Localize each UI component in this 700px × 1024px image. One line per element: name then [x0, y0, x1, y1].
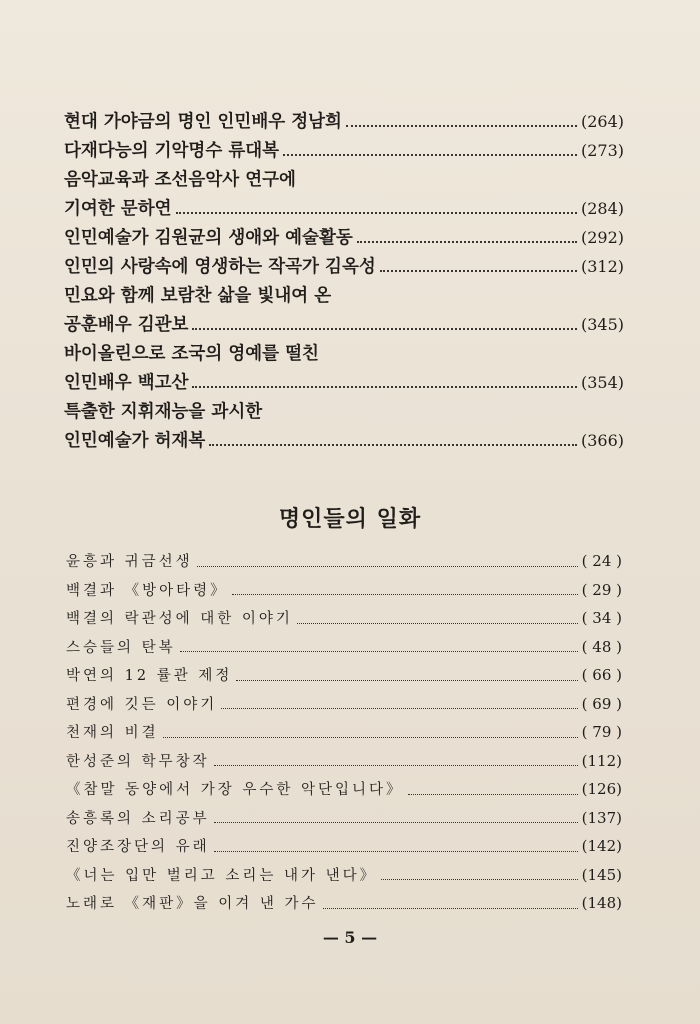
toc-entry[interactable]	[64, 253, 624, 282]
toc-entry-title: 백결의 락관성에 대한 이야기	[66, 611, 293, 627]
toc-entry-page: (273)	[580, 141, 624, 160]
toc-entry-page: ( 66 )	[581, 666, 622, 684]
dot-leader	[346, 125, 577, 127]
toc-entry-page: (264)	[580, 112, 624, 131]
toc-entry-title: 음악교육과 조선음악사 연구에	[64, 170, 296, 190]
dot-leader	[214, 765, 578, 766]
toc-entry-page: (148)	[581, 894, 622, 912]
toc-entry[interactable]	[66, 579, 622, 608]
toc-entry-page: (112)	[581, 751, 622, 770]
toc-entry-page: (126)	[581, 780, 622, 798]
toc-entry-title: 스승들의 탄복	[66, 639, 176, 656]
section-heading: 명인들의 일화	[278, 507, 422, 532]
toc-entry-page: ( 48 )	[581, 637, 622, 656]
dot-leader	[214, 822, 578, 823]
dot-leader	[192, 386, 577, 388]
toc-entry[interactable]	[64, 369, 624, 398]
toc-entry-page: ( 24 )	[581, 552, 622, 570]
dot-leader	[197, 566, 578, 567]
toc-entry-title: 윤흥과 귀금선생	[66, 554, 193, 570]
toc-entry-title-cont: 인민배우 백고산	[64, 373, 189, 393]
toc-entry[interactable]	[66, 550, 622, 579]
toc-entry-page: ( 29 )	[581, 580, 622, 599]
toc-entry[interactable]	[66, 693, 622, 722]
toc-entry-page: ( 34 )	[581, 609, 622, 627]
toc-entry-page: (145)	[581, 865, 622, 884]
toc-entry[interactable]	[66, 807, 622, 836]
toc-entry-title: 《너는 입만 벌리고 소리는 내가 낸다》	[66, 867, 378, 884]
toc-entry[interactable]	[64, 108, 624, 137]
toc-entry[interactable]	[66, 864, 622, 893]
toc-entry-title: 다재다능의 기악명수 류대복	[64, 141, 280, 161]
toc-entry-title-cont: 기여한 문하연	[64, 199, 172, 219]
dot-leader	[297, 623, 578, 624]
toc-entry[interactable]	[64, 311, 624, 340]
toc-entry[interactable]	[66, 721, 622, 750]
toc-entry-title-cont: 인민예술가 허재복	[64, 431, 206, 451]
toc-entry-title: 바이올린으로 조국의 영예를 떨친	[64, 344, 319, 364]
toc-entry[interactable]	[64, 137, 624, 166]
dot-leader	[408, 794, 578, 795]
toc-entry[interactable]	[64, 427, 624, 456]
dot-leader	[380, 270, 577, 272]
toc-entry[interactable]	[66, 750, 622, 779]
toc-entry-page: (292)	[580, 228, 624, 247]
dot-leader	[221, 708, 577, 709]
toc-entry-page: (137)	[581, 808, 622, 827]
toc-entry[interactable]	[66, 636, 622, 665]
dot-leader	[192, 328, 577, 330]
toc-entry-page: (312)	[580, 257, 624, 276]
toc-entry-title: 민요와 함께 보람찬 삶을 빛내여 온	[64, 286, 332, 306]
dot-leader	[236, 680, 577, 681]
toc-entry-page: ( 79 )	[581, 723, 622, 741]
dot-leader	[283, 154, 577, 156]
dot-leader	[180, 651, 578, 652]
toc-entry-line[interactable]	[64, 340, 624, 369]
toc-entry-page: (345)	[580, 315, 624, 334]
toc-entry-page: (284)	[580, 199, 624, 218]
toc-entry[interactable]	[66, 892, 622, 921]
toc-entry-title: 한성준의 학무창작	[66, 753, 210, 770]
dot-leader	[381, 879, 578, 880]
toc-section-biographies	[64, 108, 624, 456]
toc-entry-title: 특출한 지휘재능을 과시한	[64, 402, 263, 422]
toc-entry-title: 천재의 비결	[66, 725, 159, 741]
toc-entry[interactable]	[66, 664, 622, 693]
toc-entry-title: 인민예술가 김원균의 생애와 예술활동	[64, 228, 353, 248]
dot-leader	[357, 241, 577, 243]
dot-leader	[209, 444, 577, 446]
toc-entry-title: 박연의 12 률관 제정	[66, 668, 233, 684]
toc-entry-line[interactable]	[64, 166, 624, 195]
toc-entry-title: 현대 가야금의 명인 인민배우 정남희	[64, 112, 342, 132]
toc-entry[interactable]	[66, 607, 622, 636]
dot-leader	[214, 851, 578, 852]
toc-entry[interactable]	[66, 778, 622, 807]
page-number: — 5 —	[322, 928, 378, 947]
toc-entry-title: 인민의 사랑속에 영생하는 작곡가 김옥성	[64, 257, 376, 277]
toc-entry[interactable]	[64, 224, 624, 253]
toc-entry-title: 《참말 동양에서 가장 우수한 악단입니다》	[66, 782, 404, 798]
toc-entry-title: 편경에 깃든 이야기	[66, 696, 218, 713]
toc-entry[interactable]	[64, 195, 624, 224]
toc-entry-title: 진양조장단의 유래	[66, 839, 210, 855]
toc-entry-page: ( 69 )	[581, 694, 622, 713]
toc-entry-title-cont: 공훈배우 김관보	[64, 315, 189, 335]
toc-section-anecdotes	[66, 550, 622, 921]
dot-leader	[176, 212, 577, 214]
toc-entry-page: (354)	[580, 373, 624, 392]
toc-entry-line[interactable]	[64, 398, 624, 427]
toc-entry-page: (366)	[580, 431, 624, 450]
dot-leader	[323, 908, 578, 909]
toc-entry-title: 노래로 《재판》을 이겨 낸 가수	[66, 896, 319, 912]
toc-entry[interactable]	[66, 835, 622, 864]
dot-leader	[163, 737, 578, 738]
toc-entry-title: 송흥록의 소리공부	[66, 810, 210, 827]
dot-leader	[232, 594, 578, 595]
toc-entry-title: 백결과 《방아타령》	[66, 582, 228, 599]
toc-entry-page: (142)	[581, 837, 622, 855]
toc-entry-line[interactable]	[64, 282, 624, 311]
